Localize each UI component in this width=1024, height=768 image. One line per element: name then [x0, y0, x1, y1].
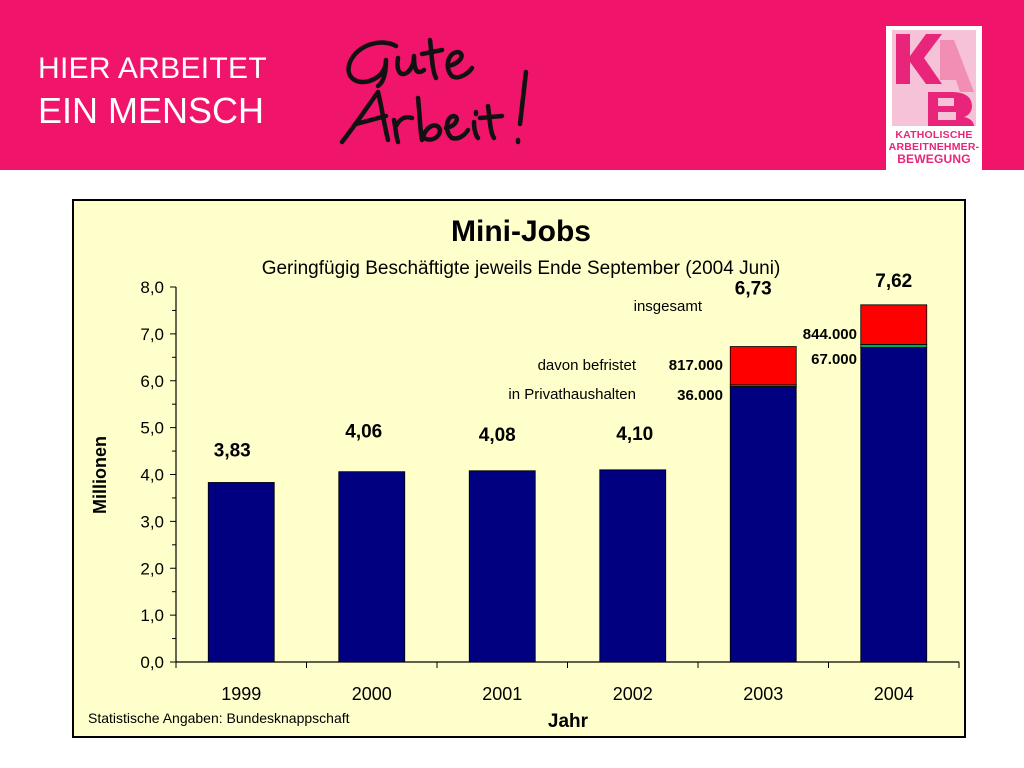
chart-panel [72, 199, 966, 738]
kab-logo-line2: ARBEITNEHMER- [888, 141, 980, 153]
kab-logo-line1: KATHOLISCHE [895, 129, 973, 141]
annotation-privat-2003: 36.000 [677, 387, 723, 404]
bar-segment [208, 482, 274, 662]
header-title-line1: HIER ARBEITET [38, 52, 267, 85]
y-tick-label: 0,0 [140, 653, 164, 672]
y-tick-label: 4,0 [140, 465, 164, 485]
plot-area [176, 287, 959, 662]
bar-total-label: 6,73 [734, 278, 772, 300]
annotation-insgesamt: insgesamt [633, 298, 702, 315]
annotation-befristet: davon befristet [537, 357, 636, 374]
bar-segment [861, 348, 927, 662]
x-tick-label: 2000 [351, 684, 392, 704]
annotation-privat: in Privathaushalten [508, 386, 636, 403]
header-banner [0, 0, 1024, 170]
bar-segment [861, 344, 927, 347]
bar-segment [469, 471, 535, 662]
source-note: Statistische Angaben: Bundesknappschaft [88, 710, 350, 726]
mini-jobs-chart [74, 201, 964, 736]
bar-segment [861, 305, 927, 345]
x-tick-label: 2002 [612, 684, 653, 704]
header-title-line2: EIN MENSCH [38, 90, 265, 131]
bar-total-label: 4,06 [345, 421, 383, 443]
y-tick-label: 5,0 [140, 418, 164, 438]
x-tick-label: 2001 [482, 684, 523, 704]
kab-logo-line3: BEWEGUNG [897, 152, 971, 166]
bar-total-label: 3,83 [213, 440, 251, 462]
y-tick-label: 2,0 [140, 559, 164, 579]
annotation-privat-2004: 67.000 [811, 351, 857, 368]
chart-title: Mini-Jobs [451, 215, 591, 248]
bar-segment [730, 347, 796, 385]
x-tick-label: 1999 [221, 684, 262, 704]
bar-segment [339, 472, 405, 662]
y-tick-label: 7,0 [140, 324, 164, 344]
kab-letters-icon [886, 26, 982, 128]
x-axis-title: Jahr [547, 711, 589, 732]
y-tick-label: 1,0 [140, 606, 164, 626]
kab-logo [886, 26, 982, 170]
bar-segment [600, 470, 666, 662]
bar-total-label: 4,08 [478, 424, 516, 446]
y-tick-label: 3,0 [140, 512, 164, 532]
annotation-befristet-2003: 817.000 [668, 357, 723, 374]
y-axis-title: Millionen [90, 436, 110, 514]
gute-arbeit-logo [338, 28, 558, 158]
x-tick-label: 2004 [873, 684, 914, 704]
x-tick-label: 2003 [743, 684, 784, 704]
chart-subtitle: Geringfügig Beschäftigte jeweils Ende September (2004 Juni) [261, 258, 781, 279]
y-tick-label: 8,0 [140, 278, 164, 297]
bar-segment [730, 387, 796, 662]
bar-total-label: 7,62 [875, 270, 913, 292]
bar-total-label: 4,10 [616, 423, 654, 445]
annotation-befristet-2004: 844.000 [802, 326, 857, 343]
y-tick-label: 6,0 [140, 371, 164, 391]
